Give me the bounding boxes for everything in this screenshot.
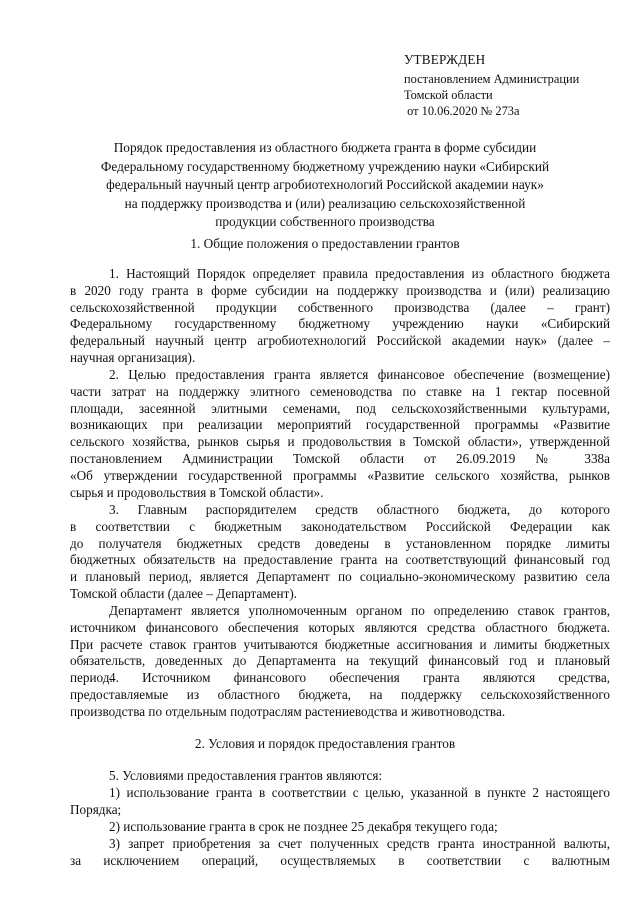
text-line: сырья и продовольствия в Томской области».: [70, 484, 324, 500]
text-line: в 2020 году гранта в форме субсидии на поддержку производства и (или) реализацию: [70, 282, 610, 298]
text-line: до получателя бюджетных средств доведены в установленном порядке лимиты: [70, 535, 610, 551]
text-line: источником финансового обеспечения которых являются средства областного бюджета.: [70, 619, 610, 635]
text-line: «Об утверждении государственной программы «Развитие сельского хозяйства, рынков: [70, 467, 610, 483]
title-line: на поддержку производства и (или) реализацию сельскохозяйственной: [124, 195, 526, 211]
text-line: 1) использование гранта в соответствии с целью, указанной в пункте 2 настоящего: [109, 785, 610, 800]
title-line: федеральный научный центр агробиотехнологий Российской академии наук»: [106, 177, 544, 193]
text-line: 3) запрет приобретения за счет полученных средств гранта иностранной валюты,: [109, 836, 610, 851]
text-line: производства по отдельным подотраслям растениеводства и животноводства.: [70, 703, 506, 719]
text-line: 3. Главным распорядителем средств областного бюджета, до которого: [109, 502, 610, 517]
text-line: 2. Целью предоставления гранта является финансовое обеспечение (возмещение): [109, 367, 610, 382]
text-line: сельского хозяйства, рынков сырья и продовольствия в Томской области», утвержденной: [70, 434, 610, 450]
text-line: постановлением Администрации Томской области от 26.09.2019 № 338а: [70, 450, 610, 466]
text-line: площади, засеянной элитными семенами, под сельскохозяйственными культурами,: [70, 400, 610, 416]
approval-line: от 10.06.2020 № 273а: [404, 104, 520, 118]
title-line: Федеральному государственному бюджетному учреждению науки «Сибирский: [100, 158, 550, 174]
text-line: При расчете ставок грантов учитываются бюджетные ассигнования и лимиты бюджетных: [70, 636, 610, 652]
text-line: Департамент является уполномоченным органом по определению ставок грантов,: [109, 603, 610, 618]
text-line: период.: [70, 670, 113, 686]
text-line: Федеральному государственному бюджетному учреждению науки «Сибирский: [70, 316, 610, 332]
section-1-paragraph-1: [70, 266, 610, 367]
section-2-paragraph-3: [70, 819, 610, 836]
text-line: за исключением операций, осуществляемых в соответствии с валютным: [70, 852, 610, 868]
section-1-paragraph-3: [70, 502, 610, 603]
text-line: федеральный научный центр агробиотехнологий Российской академии наук» (далее –: [70, 333, 610, 349]
section-2-heading: 2. Условия и порядок предоставления грантов: [194, 736, 456, 751]
title-line: продукции собственного производства: [215, 214, 435, 230]
document-title: [60, 139, 590, 232]
text-line: возникающих при реализации мероприятий государственной программы «Развитие: [70, 417, 610, 433]
approval-title: УТВЕРЖДЕН: [404, 52, 486, 67]
approval-stamp: [404, 52, 624, 119]
title-line: Порядок предоставления из областного бюджета гранта в форме субсидии: [113, 140, 537, 155]
text-line: бюджетных обязательств на предоставление гранта на соответствующий финансовый год: [70, 552, 610, 568]
text-line: 4. Источником финансового обеспечения гранта являются средства,: [109, 670, 610, 685]
text-line: 5. Условиями предоставления грантов являются:: [109, 768, 383, 783]
section-1-paragraph-2: [70, 367, 610, 501]
section-2-paragraph-1: [70, 768, 610, 785]
section-2-paragraph-4: [70, 836, 610, 870]
text-line: обязательств, доведенных до Департамента на текущий финансовый год и плановый: [70, 653, 610, 669]
text-line: Порядка;: [70, 801, 122, 817]
section-1-paragraph-5: [70, 670, 610, 720]
text-line: предоставляемые из областного бюджета, на поддержку сельскохозяйственного: [70, 686, 610, 702]
text-line: Томской области (далее – Департамент).: [70, 585, 298, 601]
text-line: части затрат на поддержку элитного семеноводства по ставке на 1 гектар посевной: [70, 383, 610, 399]
text-line: 1. Настоящий Порядок определяет правила предоставления из областного бюджета: [109, 266, 610, 281]
text-line: научная организация).: [70, 349, 196, 365]
text-line: 2) использование гранта в срок не позднее 25 декабря текущего года;: [109, 819, 498, 834]
section-1-heading: 1. Общие положения о предоставлении грантов: [190, 236, 460, 251]
approval-line: Томской области: [404, 88, 493, 102]
approval-line: постановлением Администрации: [404, 72, 580, 86]
text-line: сельскохозяйственной продукции собственного производства (далее – грант): [70, 299, 610, 315]
section-2-paragraph-2: [70, 785, 610, 819]
text-line: и плановый период, является Департамент по социально-экономическому развитию села: [70, 569, 610, 585]
text-line: в соответствии с бюджетным законодательством Российской Федерации как: [70, 518, 610, 534]
